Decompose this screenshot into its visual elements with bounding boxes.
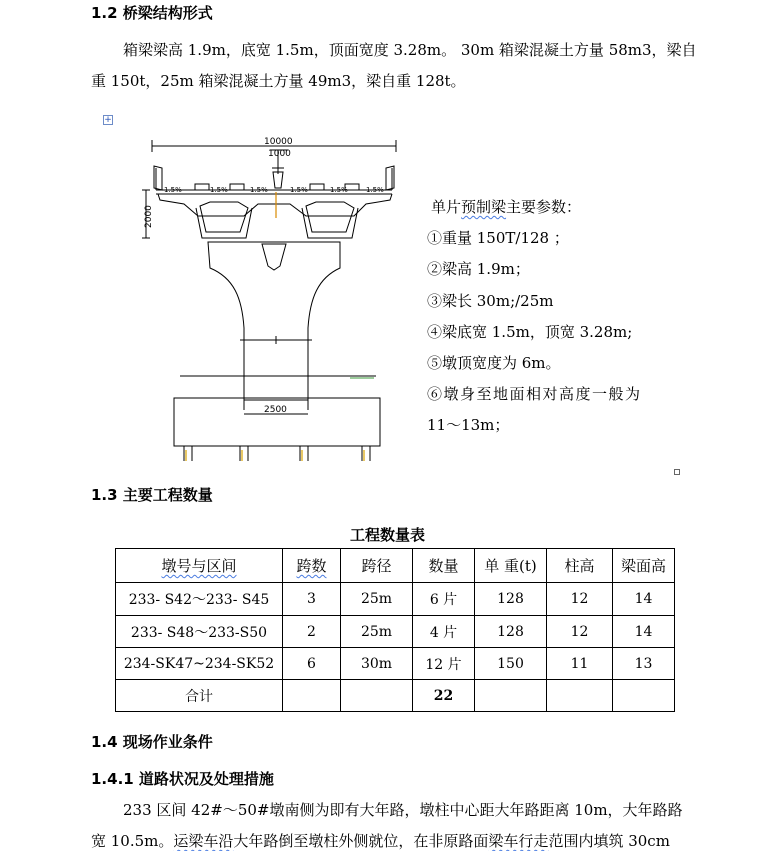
table-cell (613, 680, 675, 712)
params-title (431, 196, 581, 217)
table-cell: 12 (547, 616, 613, 648)
section-1-4-paragraph-line-1: 233 区间 42#～50#墩南侧为即有大年路，墩柱中心距大年路距离 10m，大年路路 (123, 801, 683, 819)
header-cell: 梁面高 (613, 549, 675, 583)
section-1-4-1-heading: 1.4.1 道路状况及处理措施 (91, 770, 274, 788)
header-text: 墩号与区间 (161, 557, 237, 575)
header-cell (283, 549, 341, 583)
param-item-width: ④梁底宽 1.5m，顶宽 3.28m; (427, 323, 633, 341)
line-2-highlight: 运梁车沿 (173, 832, 234, 850)
slope-label: 1.5% (330, 186, 348, 194)
table-cell: 6 片 (413, 583, 475, 616)
header-text: 跨数 (296, 557, 327, 575)
params-title-suffix: 主要参数： (506, 198, 582, 216)
table-cell: 234-SK47~234-SK52 (116, 648, 283, 680)
table-cell: 233- S48～233-S50 (116, 616, 283, 648)
table-cell: 6 (283, 648, 341, 680)
params-title-prefix: 单片 (431, 198, 462, 216)
table-title: 工程数量表 (350, 526, 426, 544)
bridge-section-drawing (140, 128, 410, 463)
params-title-highlight: 预制梁 (461, 198, 507, 216)
dimension-2500-label: 2500 (264, 405, 287, 415)
table-row (116, 616, 675, 648)
line-2-start: 宽 10.5m。 (91, 832, 174, 850)
move-anchor-icon[interactable]: + (104, 115, 112, 125)
resize-handle[interactable] (674, 469, 680, 475)
slope-label: 1.5% (250, 186, 268, 194)
section-1-2-paragraph-line-2: 重 150t，25m 箱梁混凝土方量 49m3，梁自重 128t。 (91, 72, 466, 90)
header-cell: 数量 (413, 549, 475, 583)
section-1-2-paragraph-line-1: 箱梁梁高 1.9m，底宽 1.5m，顶面宽度 3.28m。 30m 箱梁混凝土方量 58m3，梁自 (123, 41, 697, 59)
dimension-10000-label: 10000 (264, 137, 293, 147)
table-cell (341, 680, 413, 712)
table-cell: 150 (475, 648, 547, 680)
param-item-weight: ①重量 150T/128 ； (427, 229, 569, 247)
table-cell: 13 (613, 648, 675, 680)
header-cell: 跨径 (341, 549, 413, 583)
slope-label: 1.5% (164, 186, 182, 194)
table-cell: 25m (341, 583, 413, 616)
quantity-table (115, 548, 675, 712)
param-item-height: ②梁高 1.9m； (427, 260, 530, 278)
table-cell (547, 680, 613, 712)
table-cell: 14 (613, 583, 675, 616)
header-cell: 柱高 (547, 549, 613, 583)
slope-label: 1.5% (210, 186, 228, 194)
table-total-row (116, 680, 675, 712)
table-cell: 11 (547, 648, 613, 680)
table-cell: 22 (413, 680, 475, 712)
dimension-2000-label: 2000 (144, 205, 154, 228)
table-cell: 4 片 (413, 616, 475, 648)
line-2-end: 范围内填筑 30cm (548, 832, 670, 850)
param-item-pier-height: ⑥墩身至地面相对高度一般为 (427, 385, 642, 403)
table-cell (475, 680, 547, 712)
dimension-1000-label: 1000 (268, 149, 291, 159)
table-cell: 3 (283, 583, 341, 616)
section-1-4-heading: 1.4 现场作业条件 (91, 733, 213, 751)
line-2-highlight-2: 梁车行走 (488, 832, 549, 850)
param-item-pier-height-cont: 11～13m； (427, 416, 510, 434)
section-1-2-heading: 1.2 桥梁结构形式 (91, 4, 213, 22)
header-cell: 单 重(t) (475, 549, 547, 583)
table-cell: 14 (613, 616, 675, 648)
table-cell: 12 片 (413, 648, 475, 680)
table-cell: 128 (475, 583, 547, 616)
slope-label: 1.5% (366, 186, 384, 194)
section-1-3-heading: 1.3 主要工程数量 (91, 486, 213, 504)
param-item-length: ③梁长 30m;/25m (427, 292, 554, 310)
table-cell: 233- S42～233- S45 (116, 583, 283, 616)
slope-label: 1.5% (290, 186, 308, 194)
header-cell (116, 549, 283, 583)
table-cell (283, 680, 341, 712)
table-row (116, 583, 675, 616)
table-cell: 128 (475, 616, 547, 648)
table-cell: 25m (341, 616, 413, 648)
param-item-pier-top: ⑤墩顶宽度为 6m。 (427, 354, 561, 372)
line-2-middle: 大年路倒至墩柱外侧就位，在非原路面 (233, 832, 489, 850)
table-cell: 12 (547, 583, 613, 616)
table-cell: 合计 (116, 680, 283, 712)
table-row (116, 648, 675, 680)
table-cell: 2 (283, 616, 341, 648)
section-1-4-paragraph-line-2 (91, 831, 670, 851)
table-header-row (116, 549, 675, 583)
table-cell: 30m (341, 648, 413, 680)
